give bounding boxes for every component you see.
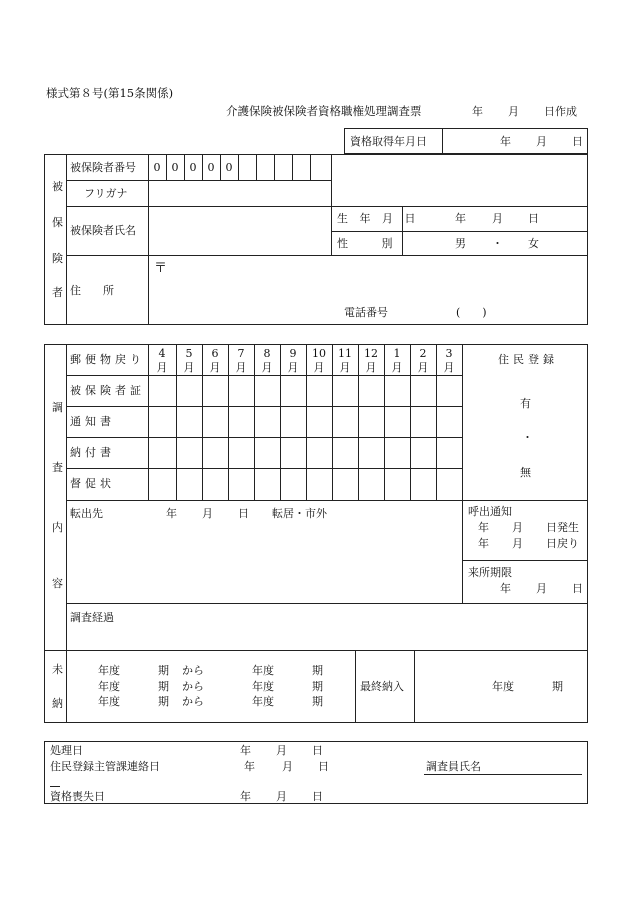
move-year: 年 <box>166 507 177 520</box>
unpaid-to-term: 期 <box>312 680 323 693</box>
insured-side-1: 被 <box>52 180 63 193</box>
month-number: 11 <box>338 347 352 360</box>
acquisition-month: 月 <box>536 135 547 148</box>
processing-year: 年 <box>240 744 251 757</box>
processing-month: 月 <box>276 744 287 757</box>
unpaid-from-year: 年度 <box>98 695 120 708</box>
call-notice-label: 呼出通知 <box>468 505 512 518</box>
birth-month: 月 <box>492 212 503 225</box>
unpaid-from-year: 年度 <box>98 680 120 693</box>
insured-side-3: 険 <box>52 252 63 265</box>
month-number: 3 <box>445 347 453 360</box>
month-unit: 月 <box>156 361 168 374</box>
month-unit: 月 <box>443 361 455 374</box>
number-digit: 0 <box>225 161 233 174</box>
loss-year: 年 <box>240 790 251 803</box>
month-unit: 月 <box>261 361 273 374</box>
month-unit: 月 <box>417 361 429 374</box>
unpaid-from-year: 年度 <box>98 664 120 677</box>
month-number: 2 <box>419 347 427 360</box>
call-year-2: 年 <box>478 537 489 550</box>
sex-male: 男 <box>455 237 466 250</box>
address-label: 住 所 <box>70 284 114 297</box>
mail-return-label: 郵便物戻り <box>70 353 145 366</box>
move-type: 転居・市外 <box>272 507 327 520</box>
contact-year: 年 <box>244 760 255 773</box>
unpaid-from-term: 期 <box>158 680 169 693</box>
month-number: 1 <box>393 347 401 360</box>
sex-dot: ・ <box>492 237 503 250</box>
number-digit: 0 <box>171 161 179 174</box>
number-digit: 0 <box>189 161 197 174</box>
unpaid-to-year: 年度 <box>252 664 274 677</box>
residence-registration-label: 住民登録 <box>498 353 558 366</box>
month-unit: 月 <box>313 361 325 374</box>
name-label: 被保険者氏名 <box>70 224 136 237</box>
survey-side-4: 容 <box>52 577 63 590</box>
month-unit: 月 <box>287 361 299 374</box>
small-dash <box>50 786 60 787</box>
created-year: 年 <box>472 105 483 118</box>
survey-side-3: 内 <box>52 521 63 534</box>
survey-row-notice: 通知書 <box>70 415 115 428</box>
form-title: 介護保険被保険者資格職権処理調査票 <box>226 104 422 118</box>
month-number: 10 <box>312 347 326 360</box>
loss-month: 月 <box>276 790 287 803</box>
unpaid-from-word: から <box>182 695 204 708</box>
month-unit: 月 <box>339 361 351 374</box>
call-day-return: 日戻り <box>546 537 579 550</box>
visit-deadline-label: 来所期限 <box>468 566 512 579</box>
move-month: 月 <box>202 507 213 520</box>
survey-progress-label: 調査経過 <box>70 611 114 624</box>
unpaid-to-term: 期 <box>312 664 323 677</box>
month-unit: 月 <box>209 361 221 374</box>
investigator-name-label: 調査員氏名 <box>426 760 481 773</box>
month-number: 5 <box>185 347 193 360</box>
birth-day: 日 <box>528 212 539 225</box>
month-number: 12 <box>364 347 378 360</box>
number-digit: 0 <box>153 161 161 174</box>
last-payment-term: 期 <box>552 680 563 693</box>
unpaid-from-word: から <box>182 664 204 677</box>
furigana-label: フリガナ <box>84 187 128 200</box>
insured-side-4: 者 <box>52 286 63 299</box>
unpaid-from-word: から <box>182 680 204 693</box>
call-month: 月 <box>512 521 523 534</box>
sex-label: 性 別 <box>337 237 393 250</box>
loss-day: 日 <box>312 790 323 803</box>
move-day: 日 <box>238 507 249 520</box>
month-unit: 月 <box>235 361 247 374</box>
investigator-signature-line <box>424 774 582 775</box>
contact-date-label: 住民登録主管課連絡日 <box>50 760 160 773</box>
visit-day: 日 <box>572 582 583 595</box>
call-month-2: 月 <box>512 537 523 550</box>
month-number: 4 <box>158 347 166 360</box>
contact-month: 月 <box>282 760 293 773</box>
acquisition-day: 日 <box>572 135 583 148</box>
unpaid-side-1: 未 <box>52 663 63 676</box>
move-destination-label: 転出先 <box>70 507 103 520</box>
birth-date-label: 生 年 月 日 <box>337 212 420 225</box>
month-unit: 月 <box>365 361 377 374</box>
month-number: 7 <box>237 347 245 360</box>
acquisition-label: 資格取得年月日 <box>350 135 427 148</box>
survey-row-reminder: 督促状 <box>70 477 115 490</box>
visit-month: 月 <box>536 582 547 595</box>
month-unit: 月 <box>391 361 403 374</box>
unpaid-to-term: 期 <box>312 695 323 708</box>
survey-row-insurance-card: 被保険者証 <box>70 384 145 397</box>
last-payment-label: 最終納入 <box>360 680 404 693</box>
created-month: 月 <box>508 105 519 118</box>
survey-side-2: 査 <box>52 461 63 474</box>
month-unit: 月 <box>183 361 195 374</box>
unpaid-to-year: 年度 <box>252 680 274 693</box>
month-number: 9 <box>289 347 297 360</box>
unpaid-from-term: 期 <box>158 695 169 708</box>
phone-parenthesis: ( ) <box>456 306 487 319</box>
contact-day: 日 <box>318 760 329 773</box>
postal-mark: 〒 <box>154 261 168 276</box>
insured-number-label: 被保険者番号 <box>70 161 136 174</box>
call-day-occur: 日発生 <box>546 521 579 534</box>
residence-no: 無 <box>520 466 531 479</box>
loss-date-label: 資格喪失日 <box>50 790 105 803</box>
phone-label: 電話番号 <box>344 306 388 319</box>
month-number: 8 <box>263 347 271 360</box>
insured-side-2: 保 <box>52 216 63 229</box>
last-payment-year: 年度 <box>492 680 514 693</box>
unpaid-to-year: 年度 <box>252 695 274 708</box>
birth-year: 年 <box>455 212 466 225</box>
survey-row-payment-slip: 納付書 <box>70 446 115 459</box>
sex-female: 女 <box>528 237 539 250</box>
form-number: 様式第８号(第15条関係) <box>46 86 174 100</box>
unpaid-from-term: 期 <box>158 664 169 677</box>
residence-dot: ・ <box>522 431 533 444</box>
number-digit: 0 <box>207 161 215 174</box>
processing-day: 日 <box>312 744 323 757</box>
visit-year: 年 <box>500 582 511 595</box>
month-number: 6 <box>211 347 219 360</box>
residence-yes: 有 <box>520 397 531 410</box>
call-year: 年 <box>478 521 489 534</box>
created-day: 日作成 <box>544 105 577 118</box>
unpaid-side-2: 納 <box>52 697 63 710</box>
survey-side-1: 調 <box>52 401 63 414</box>
processing-date-label: 処理日 <box>50 744 83 757</box>
acquisition-year: 年 <box>500 135 511 148</box>
